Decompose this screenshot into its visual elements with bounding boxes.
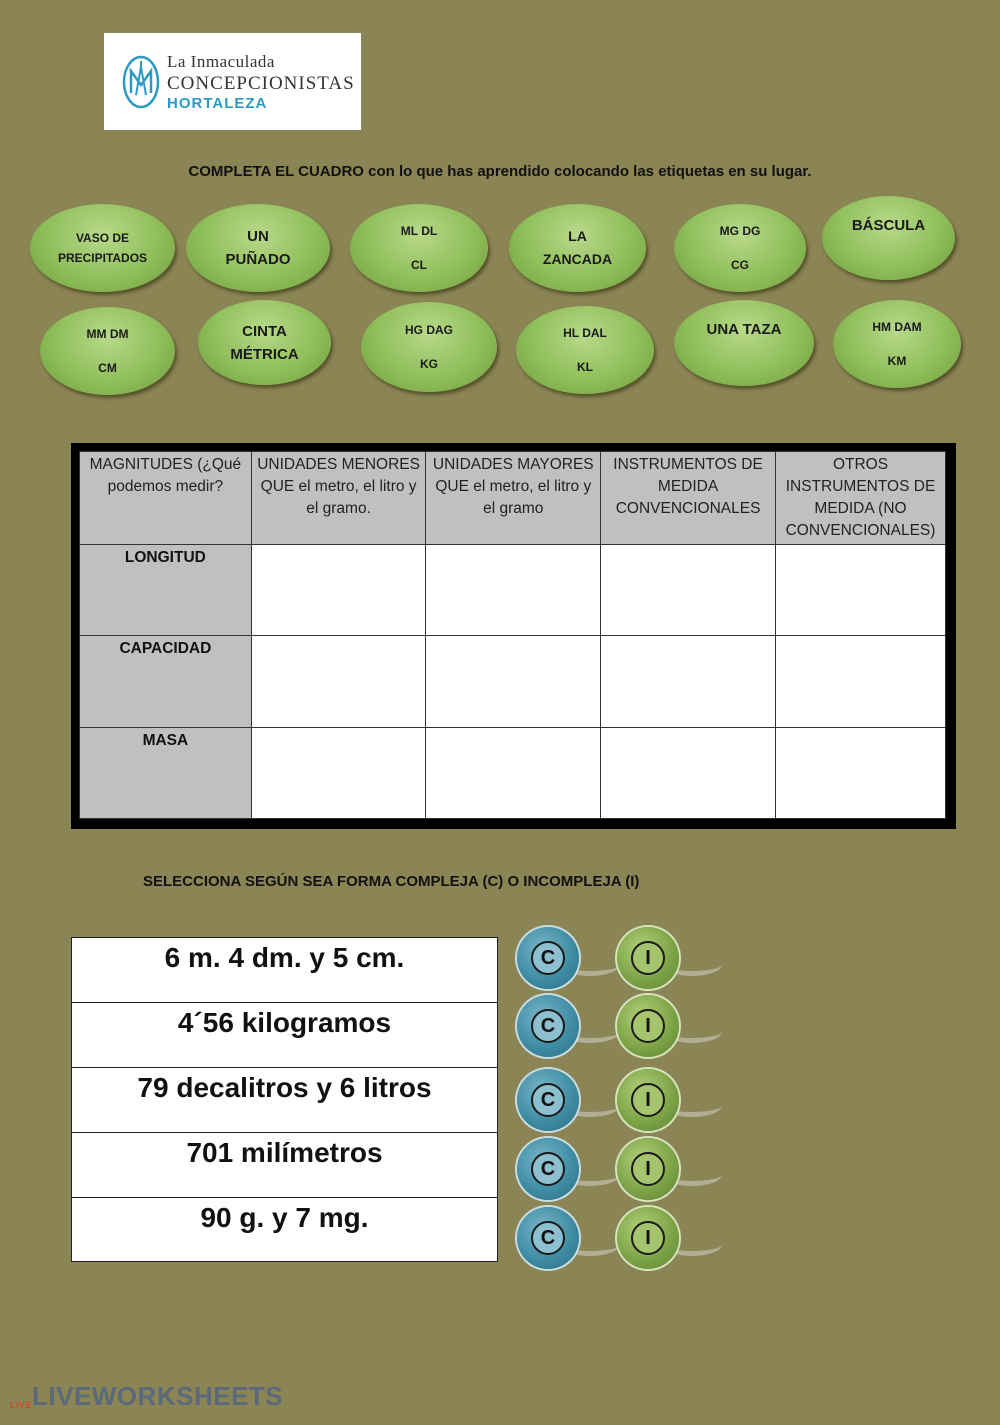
label-text-line2: CM [98,361,117,375]
option-i-label: I [631,1083,665,1117]
row-label-longitud: LONGITUD [80,545,252,636]
drop-zone-longitud-no-convencionales[interactable] [776,545,946,636]
header-unidades-menores: UNIDADES MENORES QUE el metro, el litro y el gramo. [251,452,426,545]
drop-zone-longitud-convencionales[interactable] [601,545,776,636]
table-row-masa [80,727,946,818]
drag-label-hg-dag-kg[interactable] [361,302,497,392]
drag-label-ml-dl-cl[interactable] [350,204,488,292]
label-text-line1: MM DM [86,327,129,341]
school-name-line1: La Inmaculada [167,52,275,71]
liveworksheets-brand [10,1381,283,1425]
option-i-button-2[interactable] [617,995,679,1057]
label-text-line1: VASO DE [75,231,130,245]
quiz-item: 4´56 kilogramos [72,1003,497,1068]
label-text-line1: LA [568,228,587,244]
drop-zone-longitud-mayores[interactable] [426,545,601,636]
table-row-longitud [80,545,946,636]
label-text-line1: HL DAL [563,326,607,340]
row-label-capacidad: CAPACIDAD [80,636,252,727]
instruction-complete-table: COMPLETA EL CUADRO con lo que has aprendido colocando las etiquetas en su lugar. [188,163,812,180]
magnitudes-table-frame [71,443,956,829]
label-text-line2: MÉTRICA [230,345,299,363]
quiz-item: 90 g. y 7 mg. [200,1202,369,1233]
option-c-button-2[interactable] [517,995,579,1057]
liveworksheets-logo-icon: LIVE [10,1400,33,1410]
drop-zone-capacidad-mayores[interactable] [426,636,601,727]
quiz-item: 6 m. 4 dm. y 5 cm. [72,938,497,1003]
quiz-item: 79 decalitros y 6 litros [72,1068,497,1133]
header-unidades-mayores: UNIDADES MAYORES QUE el metro, el litro y el gramo [426,452,601,545]
label-text-line1: UNA TAZA [706,321,782,338]
option-c-button-5[interactable] [517,1207,579,1269]
drag-label-mm-dm-cm[interactable] [40,307,175,395]
school-logo [104,33,361,130]
school-name-line2: CONCEPCIONISTAS [167,73,355,94]
drag-label-vaso-precipitados[interactable] [30,204,175,292]
label-text-line2: CG [731,258,749,272]
option-i-button-1[interactable] [617,927,679,989]
drag-label-bascula[interactable] [822,196,955,280]
drag-label-mg-dg-cg[interactable] [674,204,806,292]
label-text-line1: ML DL [400,224,438,238]
label-text-line2: KG [420,357,438,371]
label-text-line2: CL [411,258,427,272]
drop-zone-masa-no-convencionales[interactable] [776,727,946,818]
option-c-label: C [531,941,565,975]
header-otros-instrumentos: OTROS INSTRUMENTOS DE MEDIDA (NO CONVENCIONALES) [776,452,946,545]
header-magnitudes: MAGNITUDES (¿Qué podemos medir? [80,452,252,545]
drop-zone-capacidad-menores[interactable] [251,636,426,727]
drag-label-una-taza[interactable] [674,300,814,386]
option-i-label: I [631,1009,665,1043]
drag-label-hm-dam-km[interactable] [833,300,961,388]
label-text-line1: BÁSCULA [851,217,926,234]
drag-label-cinta-metrica[interactable] [198,300,331,385]
drag-label-un-punado[interactable] [186,204,330,292]
option-i-button-4[interactable] [617,1138,679,1200]
option-c-label: C [531,1152,565,1186]
option-i-label: I [631,1152,665,1186]
option-c-label: C [531,1083,565,1117]
drag-label-la-zancada[interactable] [509,204,646,292]
drop-zone-longitud-menores[interactable] [251,545,426,636]
magnitudes-table [79,451,946,819]
label-text-line2: PUÑADO [225,251,291,268]
option-c-label: C [531,1221,565,1255]
table-row-capacidad [80,636,946,727]
option-c-button-4[interactable] [517,1138,579,1200]
option-i-label: I [631,1221,665,1255]
drop-zone-capacidad-no-convencionales[interactable] [776,636,946,727]
drop-zone-capacidad-convencionales[interactable] [601,636,776,727]
option-i-button-5[interactable] [617,1207,679,1269]
table-header-row [80,452,946,545]
option-i-label: I [631,941,665,975]
instruction-select-complex: SELECCIONA SEGÚN SEA FORMA COMPLEJA (C) O INCOMPLEJA (I) [143,873,640,890]
label-text-line2: ZANCADA [542,251,613,267]
row-label-masa: MASA [80,727,252,818]
concepcionistas-logo-icon [122,55,160,109]
brand-text: LIVEWORKSHEETS [32,1381,284,1411]
quiz-items-list [71,937,498,1262]
label-text-line1: HG DAG [405,323,453,337]
label-text-line2: PRECIPITADOS [57,251,148,265]
label-text-line1: HM DAM [872,320,922,334]
drop-zone-masa-menores[interactable] [251,727,426,818]
drag-label-hl-dal-kl[interactable] [516,306,654,394]
school-name-line3: HORTALEZA [167,95,268,112]
option-c-button-3[interactable] [517,1069,579,1131]
label-text-line2: KL [577,360,593,374]
option-i-button-3[interactable] [617,1069,679,1131]
label-text-line1: UN [247,228,269,245]
header-instrumentos-convencionales: INSTRUMENTOS DE MEDIDA CONVENCIONALES [601,452,776,545]
drop-zone-masa-mayores[interactable] [426,727,601,818]
label-text-line2: KM [887,354,907,368]
drop-zone-masa-convencionales[interactable] [601,727,776,818]
quiz-item: 701 milímetros [72,1133,497,1198]
label-text-line1: CINTA [242,322,287,340]
option-c-button-1[interactable] [517,927,579,989]
label-text-line1: MG DG [719,224,761,238]
option-c-label: C [531,1009,565,1043]
